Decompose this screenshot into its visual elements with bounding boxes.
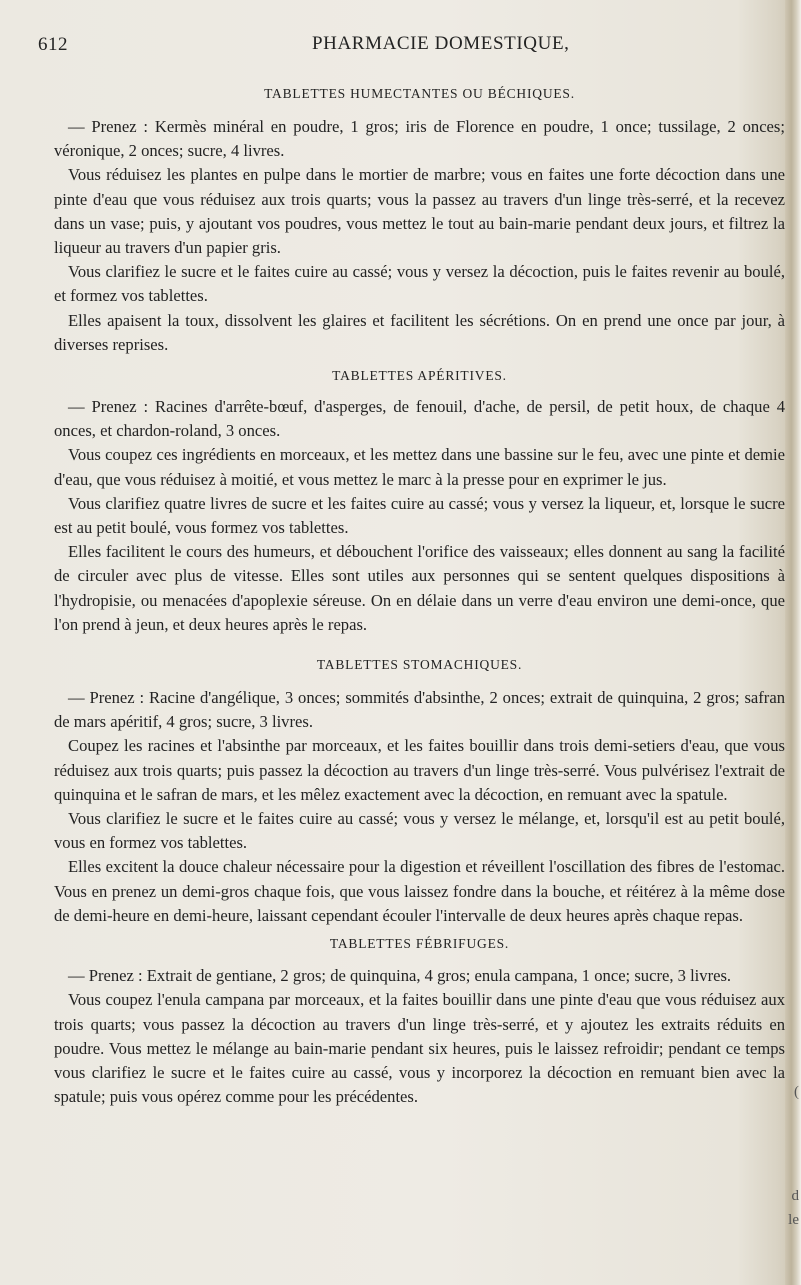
- recipe-ingredients: — Prenez : Kermès minéral en poudre, 1 gros; iris de Florence en poudre, 1 once; tussilage, 2 onces; véronique, 2 onces; sucre, 4 livres.: [54, 117, 785, 161]
- edge-fragment: le: [788, 1212, 799, 1228]
- recipe-paragraph: Coupez les racines et l'absinthe par morceaux, et les faites bouillir dans trois demi-setiers d'eau, que vous réduisez aux trois quarts; puis passez la décoction au travers d'un linge très-serré. Vous pulvérisez l'extrait de quinquina et le safran de mars, et les mêlez exactement avec la décoction, en remuant avec la spatule.: [54, 736, 785, 804]
- recipe-paragraph: Elles excitent la douce chaleur nécessaire pour la digestion et réveillent l'oscillation des fibres de l'estomac. Vous en prenez un demi-gros chaque fois, que vous laissez fondre dans la bouche, et réitérez à la même dose de demi-heure en demi-heure, laissant cependant écouler l'intervalle de deux heures après chaque repas.: [54, 857, 785, 925]
- recipe-paragraph: Vous clarifiez le sucre et le faites cuire au cassé; vous y versez le mélange, et, lorsqu'il est au petit boulé, vous en formez vos tablettes.: [54, 809, 785, 853]
- recipe-paragraph: Vous coupez ces ingrédients en morceaux, et les mettez dans une bassine sur le feu, avec une pinte et demie d'eau, que vous réduisez à moitié, et vous mettez le marc à la presse pour en exprimer le jus.: [54, 445, 785, 489]
- recipe-ingredients: — Prenez : Extrait de gentiane, 2 gros; de quinquina, 4 gros; enula campana, 1 once; sucre, 3 livres.: [68, 966, 732, 986]
- recipe-paragraph: Vous clarifiez le sucre et le faites cuire au cassé; vous y versez la décoction, puis le faites revenir au boulé, et formez vos tablettes.: [54, 262, 785, 306]
- body-text: [54, 84, 785, 1109]
- recipe-paragraph: Elles apaisent la toux, dissolvent les glaires et facilitent les sécrétions. On en prend une once par jour, à diverses reprises.: [54, 310, 785, 354]
- recipe-paragraph: Vous réduisez les plantes en pulpe dans le mortier de marbre; vous en faites une forte décoction dans une pinte d'eau que vous réduisez aux trois quarts; vous la passez au travers d'un linge très-serré, et la recevez dans un vase; puis, y ajoutant vos poudres, vous mettez le tout au bain-marie pendant deux jours, et filtrez la liqueur au travers d'un papier gris.: [54, 165, 785, 258]
- section-heading: TABLETTES HUMECTANTES OU BÉCHIQUES.: [264, 86, 575, 101]
- section-tablettes-febrifuges: [54, 934, 785, 1109]
- section-tablettes-humectantes: [54, 84, 785, 357]
- section-tablettes-aperitives: [54, 366, 785, 637]
- recipe-paragraph: Vous coupez l'enula campana par morceaux, et la faites bouillir dans une pinte d'eau que vous réduisez aux trois quarts; vous passez la décoction au travers d'un linge très-serré, et y ajoutez les extraits réduits en poudre. Vous mettez le mélange au bain-marie pendant six heures, puis le laissez refroidir; pendant ce temps vous clarifiez le sucre et le faites cuire au cassé, vous y incorporez la décoction en remuant bien avec la spatule; puis vous opérez comme pour les précédentes.: [54, 990, 785, 1107]
- section-heading: TABLETTES APÉRITIVES.: [332, 368, 507, 384]
- recipe-ingredients: — Prenez : Racine d'angélique, 3 onces; sommités d'absinthe, 2 onces; extrait de quinquina, 2 gros; safran de mars apéritif, 4 gros; sucre, 3 livres.: [54, 688, 785, 732]
- section-heading: TABLETTES FÉBRIFUGES.: [329, 936, 510, 952]
- edge-fragment: d: [791, 1188, 799, 1204]
- edge-fragment: (: [794, 1084, 799, 1100]
- section-heading: TABLETTES STOMACHIQUES.: [316, 657, 523, 673]
- running-title: PHARMACIE DOMESTIQUE,: [312, 33, 570, 54]
- page-number: 612: [38, 34, 68, 55]
- facing-page-edge: [785, 0, 801, 1285]
- recipe-paragraph: Elles facilitent le cours des humeurs, et débouchent l'orifice des vaisseaux; elles donnent au sang la facilité de circuler avec plus de vitesse. Elles sont utiles aux personnes qui se sentent quelques dispositions à l'hydropisie, ou menacées d'apoplexie séreuse. On en délaie dans un verre d'eau environ une demi-once, que l'on prend à jeun, et deux heures après le repas.: [54, 542, 785, 634]
- recipe-paragraph: Vous clarifiez quatre livres de sucre et les faites cuire au cassé; vous y versez la liqueur, et, lorsque le sucre est au petit boulé, vous formez vos tablettes.: [54, 493, 785, 538]
- section-tablettes-stomachiques: [54, 655, 785, 928]
- recipe-ingredients: — Prenez : Racines d'arrête-bœuf, d'asperges, de fenouil, d'ache, de persil, de petit houx, de chaque 4 onces, et chardon-roland, 3 onces.: [54, 397, 785, 441]
